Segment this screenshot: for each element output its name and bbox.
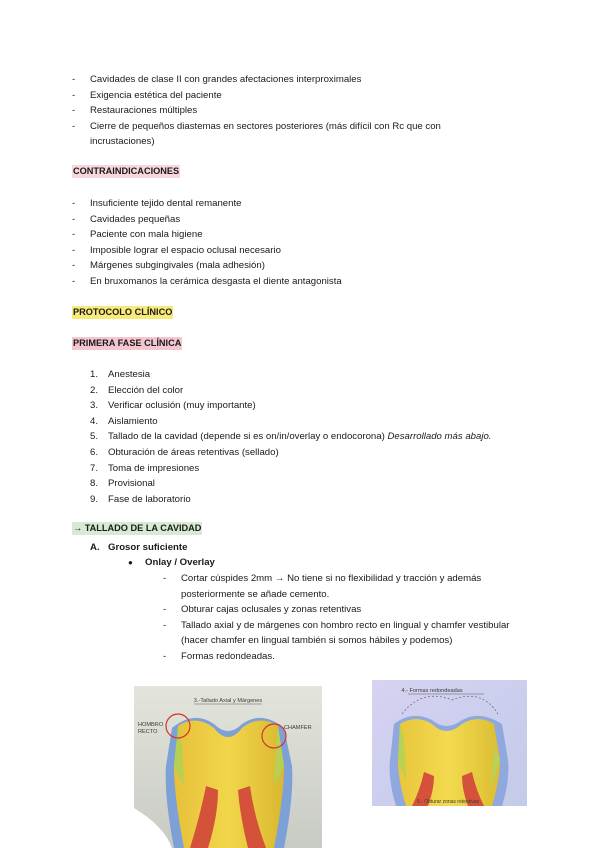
list-item: 9. Fase de laboratorio (90, 493, 191, 505)
tooth-illustration-right (372, 680, 527, 806)
list-item-continuation: (hacer chamfer en lingual también si somos hábiles y podemos) (181, 635, 453, 647)
list-item: - Cortar cúspides 2mm → No tiene si no flexibilidad y tracción y además (163, 571, 543, 587)
list-item: 5. Tallado de la cavidad (depende si es on/in/overlay o endocorona) Desarrollado más abajo. (90, 431, 492, 443)
list-item: 4. Aislamiento (90, 415, 158, 427)
list-item: - Formas redondeadas. (163, 649, 543, 665)
list-item: - Obturar cajas oclusales y zonas retentivas (163, 602, 543, 618)
first-phase-heading-wrap (72, 337, 542, 350)
list-item-continuation: incrustaciones) (90, 136, 155, 148)
subsection-a-marker: A. (90, 542, 100, 553)
list-item: - Imposible lograr el espacio oclusal necesario (72, 243, 542, 259)
tallado-items (163, 571, 543, 587)
label-chamfer: CHAMFER (284, 725, 312, 731)
indications-list (72, 72, 542, 134)
list-item: 2. Elección del color (90, 384, 184, 396)
list-item: - Restauraciones múltiples (72, 103, 542, 119)
list-item: - Cavidades pequeñas (72, 212, 542, 228)
label-recto: RECTO (138, 729, 158, 735)
label-hombro: HOMBRO (138, 722, 164, 728)
figure-caption-right: 4.- Formas redondeadas (401, 688, 463, 694)
list-item: - Exigencia estética del paciente (72, 88, 542, 104)
figure-caption-left: 3.-Tallado Axial y Márgenes (193, 698, 263, 704)
contraindications-heading-wrap (72, 165, 542, 178)
tallado-heading: → TALLADO DE LA CAVIDAD (73, 523, 202, 533)
tallado-axial-figure (134, 686, 322, 848)
list-item: 8. Provisional (90, 478, 155, 490)
list-item: 7. Toma de impresiones (90, 462, 200, 474)
contraindications-list (72, 196, 542, 290)
list-item: - Paciente con mala higiene (72, 227, 542, 243)
list-item: - En bruxomanos la cerámica desgasta el diente antagonista (72, 274, 542, 290)
list-item: - Márgenes subgingivales (mala adhesión) (72, 258, 542, 274)
tallado-items-section (163, 571, 543, 665)
protocol-heading-wrap (72, 306, 542, 319)
subsection-a-title: Grosor suficiente (108, 542, 188, 553)
formas-redondeadas-figure (372, 680, 527, 806)
protocol-heading: PROTOCOLO CLÍNICO (73, 307, 173, 317)
first-phase-steps (90, 367, 550, 507)
first-phase-heading: PRIMERA FASE CLÍNICA (73, 338, 182, 348)
list-item: - Cierre de pequeños diastemas en sectores posteriores (más difícil con Rc que con (72, 119, 542, 135)
list-item-continuation: posteriormente se añade cemento. (181, 588, 330, 600)
contraindications-list-section (72, 196, 542, 290)
list-item: 3. Verificar oclusión (muy importante) (90, 400, 256, 412)
list-item: - Tallado axial y de márgenes con hombro recto en lingual y chamfer vestibular (163, 618, 543, 634)
tooth-illustration-left (134, 686, 322, 848)
list-item: 6. Obturación de áreas retentivas (sellado) (90, 446, 279, 458)
contraindications-heading: CONTRAINDICACIONES (73, 166, 180, 176)
onlay-overlay-title: Onlay / Overlay (145, 557, 215, 568)
italic-note: Desarrollado más abajo. (387, 431, 492, 443)
list-item: - Insuficiente tejido dental remanente (72, 196, 542, 212)
bullet-icon: ● (128, 558, 133, 567)
indications-list-section (72, 72, 542, 150)
first-phase-steps-section (90, 367, 550, 507)
list-item: - Cavidades de clase II con grandes afectaciones interproximales (72, 72, 542, 88)
list-item: 1. Anestesia (90, 369, 151, 380)
figure-bottom-caption-right: 5.- Obturar zonas retentivas (417, 799, 479, 805)
tallado-heading-wrap (72, 522, 542, 535)
